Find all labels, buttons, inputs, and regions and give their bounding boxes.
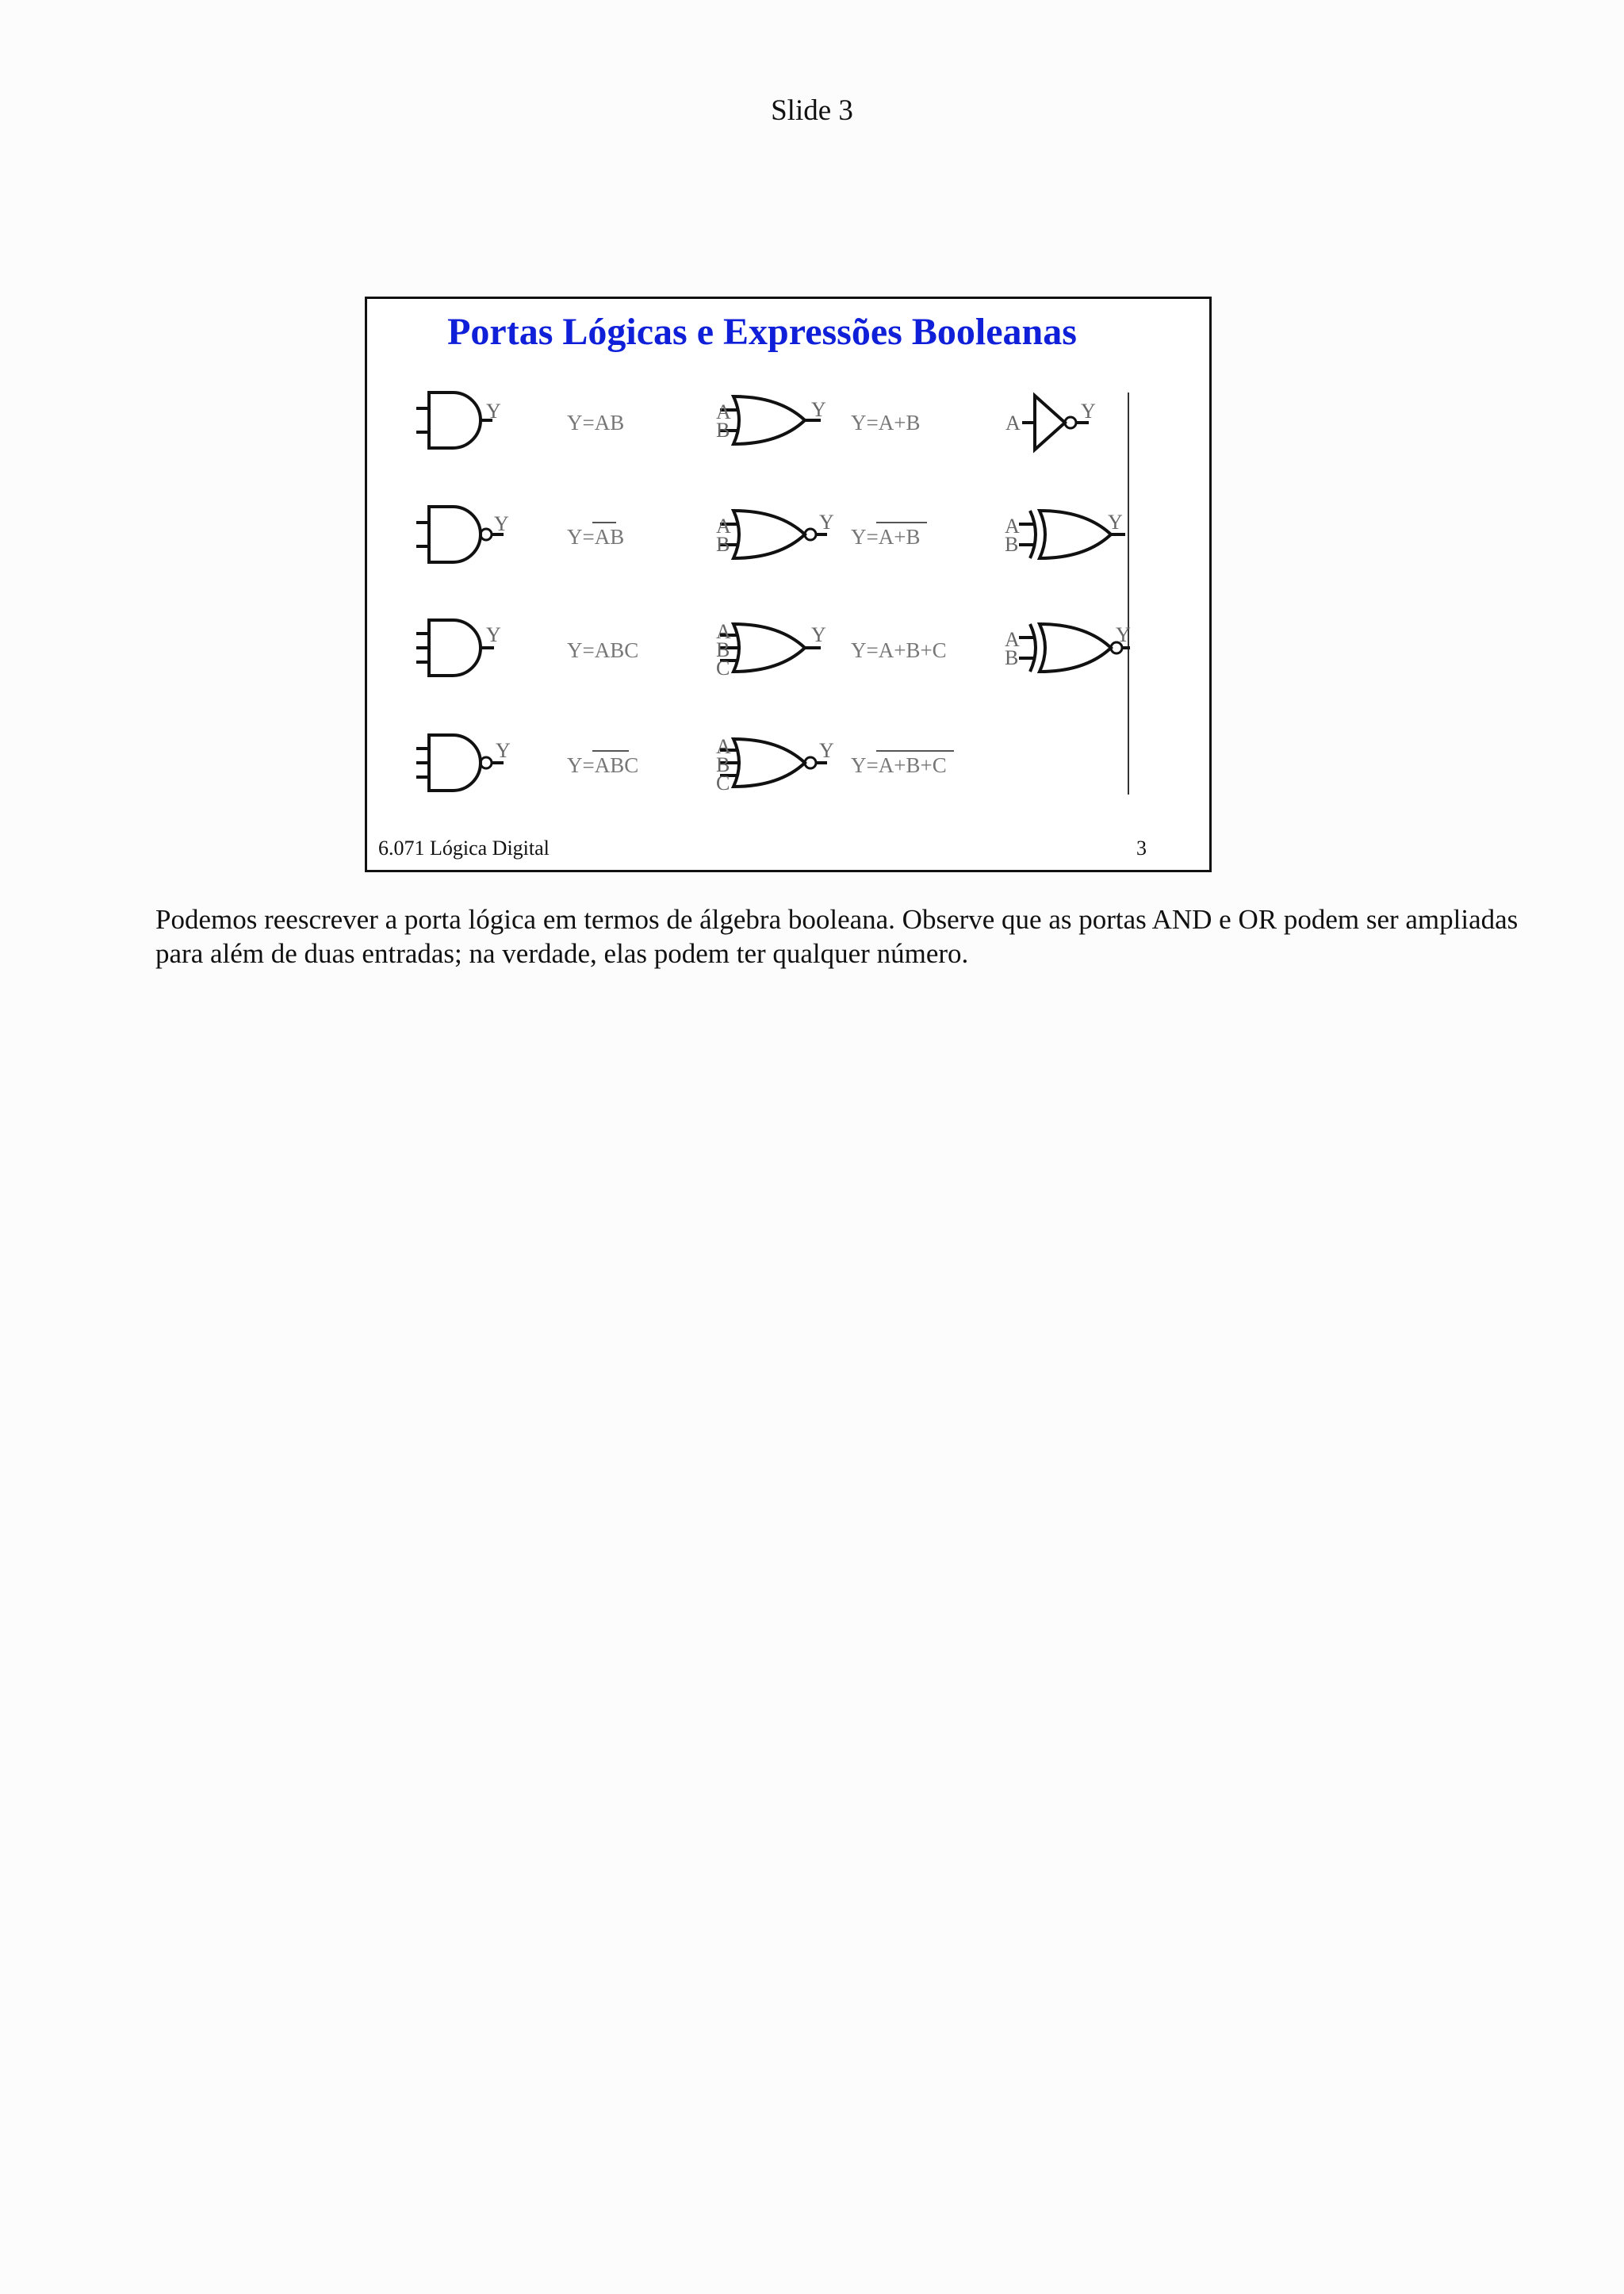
and-gate-2-input	[416, 393, 501, 448]
input-b-label: B	[716, 638, 730, 661]
nor-gate-3-input	[716, 735, 834, 795]
output-label: Y	[811, 623, 826, 646]
or-gate-2-input	[716, 396, 826, 444]
input-b-label: B	[716, 753, 730, 776]
slide-footer-number: 3	[1136, 837, 1147, 860]
input-c-label: C	[716, 772, 730, 795]
input-b-label: B	[716, 533, 730, 556]
or-gate-3-input	[716, 620, 826, 680]
expr-nand3	[567, 751, 638, 777]
input-a-label: A	[716, 735, 731, 758]
page-header: Slide 3	[771, 94, 853, 127]
input-a-label: A	[716, 400, 731, 423]
not-gate	[1005, 396, 1096, 450]
svg-text:Y=AB: Y=AB	[567, 525, 625, 549]
output-label: Y	[1108, 511, 1123, 534]
expr-nand2	[567, 523, 624, 549]
output-label: Y	[819, 511, 834, 534]
output-label: Y	[496, 739, 511, 762]
slide-footer-course: 6.071 Lógica Digital	[378, 837, 550, 860]
output-label: Y	[1081, 400, 1096, 423]
expr-and3: Y=ABC	[567, 638, 639, 662]
expr-or3: Y=A+B+C	[851, 638, 947, 662]
logic-gates-diagram	[367, 299, 1209, 870]
input-a-label: A	[716, 515, 731, 538]
output-label: Y	[494, 512, 509, 535]
expr-or2: Y=A+B	[851, 411, 921, 435]
output-label: Y	[811, 398, 826, 421]
and-gate-3-input	[416, 620, 501, 676]
expr-nor2	[851, 523, 927, 549]
input-a-label: A	[716, 620, 731, 643]
output-label: Y	[486, 623, 501, 646]
xor-gate	[1005, 394, 1125, 558]
input-b-label: B	[1005, 533, 1019, 556]
input-a-label: A	[1005, 515, 1020, 538]
svg-text:Y=A+B: Y=A+B	[851, 525, 921, 549]
output-label: Y	[819, 739, 834, 762]
input-b-label: B	[716, 419, 730, 442]
input-b-label: B	[1005, 646, 1019, 669]
input-c-label: C	[716, 657, 730, 680]
expr-and2: Y=AB	[567, 411, 625, 435]
body-paragraph: Podemos reescrever a porta lógica em termos de álgebra booleana. Observe que as portas AND e OR podem ser ampliadas para além de duas entradas; na verdade, elas podem ter qualquer número.	[155, 904, 1519, 969]
expr-nor3	[851, 751, 954, 777]
nand-gate-3-input	[416, 735, 511, 791]
input-a-label: A	[1005, 628, 1020, 651]
slide	[365, 297, 1212, 872]
output-label: Y	[486, 400, 501, 423]
svg-text:Y=ABC: Y=ABC	[567, 753, 639, 777]
xnor-gate	[1005, 623, 1131, 672]
output-label: Y	[1116, 623, 1131, 646]
svg-text:Y=A+B+C: Y=A+B+C	[851, 753, 947, 777]
nand-gate-2-input	[416, 507, 509, 562]
slide-title: Portas Lógicas e Expressões Booleanas	[447, 311, 1077, 353]
input-a-label: A	[1005, 412, 1021, 435]
nor-gate-2-input	[716, 511, 834, 558]
